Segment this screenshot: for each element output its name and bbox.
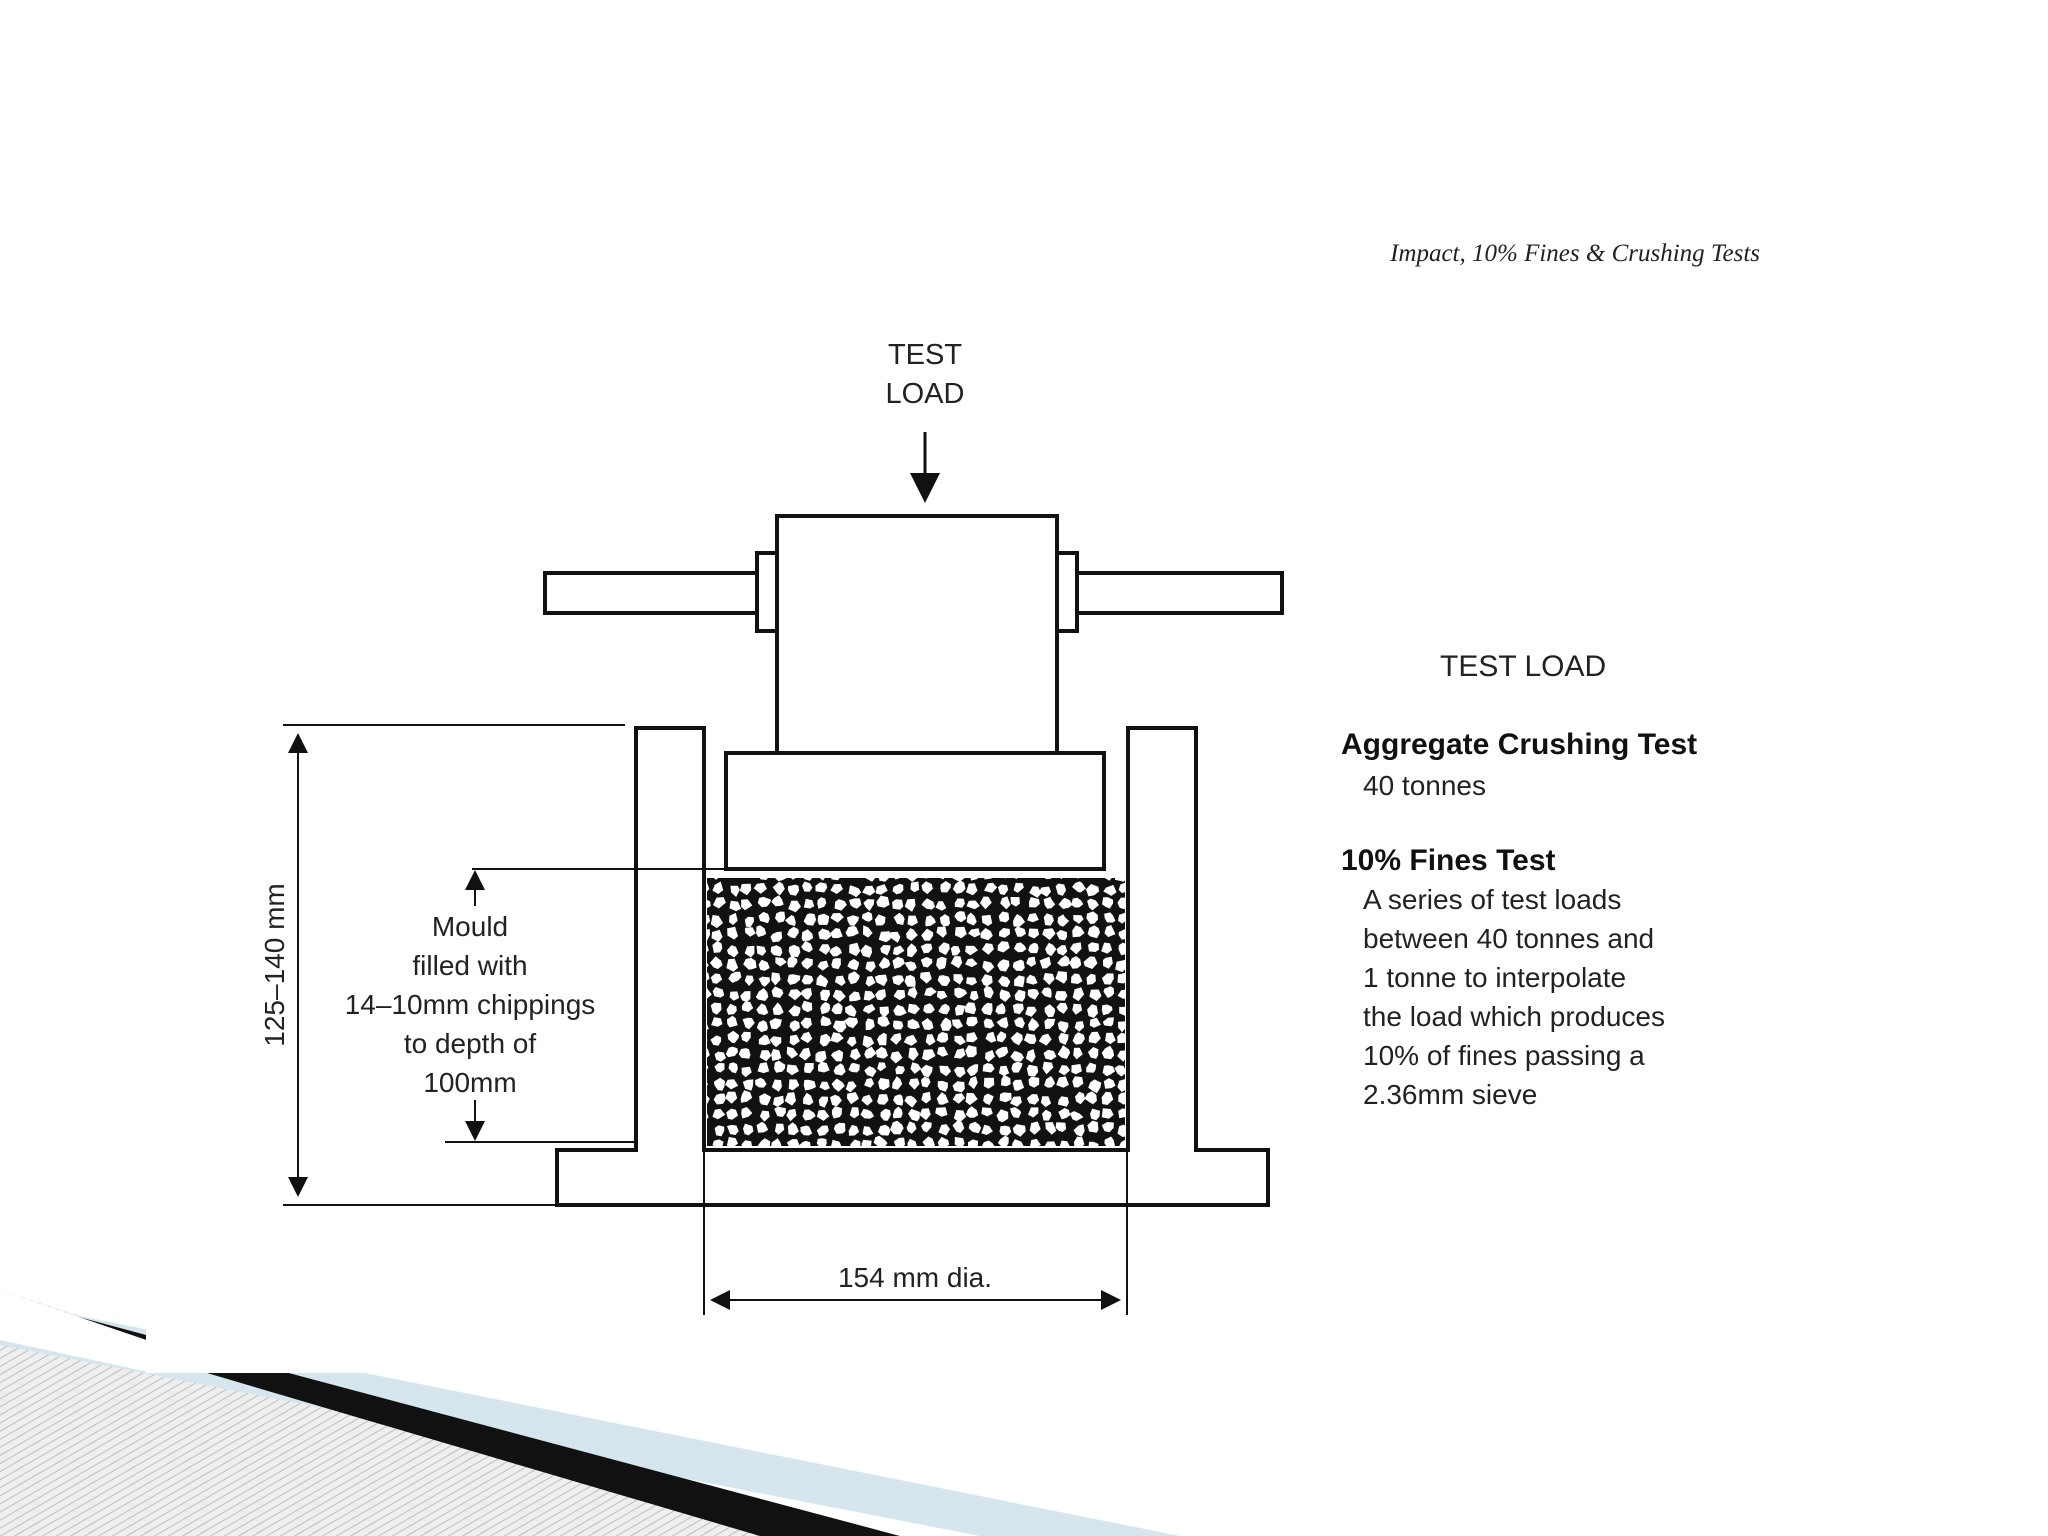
aggregate-stone bbox=[955, 1137, 965, 1148]
crushing-test-heading: Aggregate Crushing Test bbox=[1341, 728, 1698, 761]
mould-wall-left bbox=[636, 728, 704, 1150]
crushing-test-load: 40 tonnes bbox=[1363, 770, 1486, 801]
plunger-foot bbox=[726, 753, 1104, 869]
aggregate-stone bbox=[893, 1021, 903, 1030]
aggregate-stone bbox=[1088, 942, 1099, 952]
aggregate-chippings bbox=[694, 866, 1131, 1153]
aggregate-stone bbox=[1115, 869, 1127, 882]
mould-fill-note: Mould filled with 14–10mm chippings to depth of 100mm bbox=[344, 911, 596, 1098]
aggregate-stone bbox=[817, 1138, 827, 1148]
page-header-title: Impact, 10% Fines & Crushing Tests bbox=[1390, 240, 1760, 267]
test-load-label: TEST LOAD bbox=[885, 339, 965, 410]
diameter-dimension-label: 154 mm dia. bbox=[837, 1262, 993, 1293]
mould-wall-right bbox=[1128, 728, 1196, 1150]
height-dimension-label: 125–140 mm bbox=[259, 883, 290, 1047]
fines-test-heading: 10% Fines Test bbox=[1341, 844, 1556, 877]
fines-test-description: A series of test loads between 40 tonnes and 1 tonne to interpolate the load which produces 10% of fines passing a 2.36mm sieve bbox=[1363, 884, 1665, 1110]
base-plate bbox=[557, 1150, 1268, 1205]
legend-title: TEST LOAD bbox=[1440, 650, 1607, 683]
plunger-body bbox=[777, 516, 1057, 756]
